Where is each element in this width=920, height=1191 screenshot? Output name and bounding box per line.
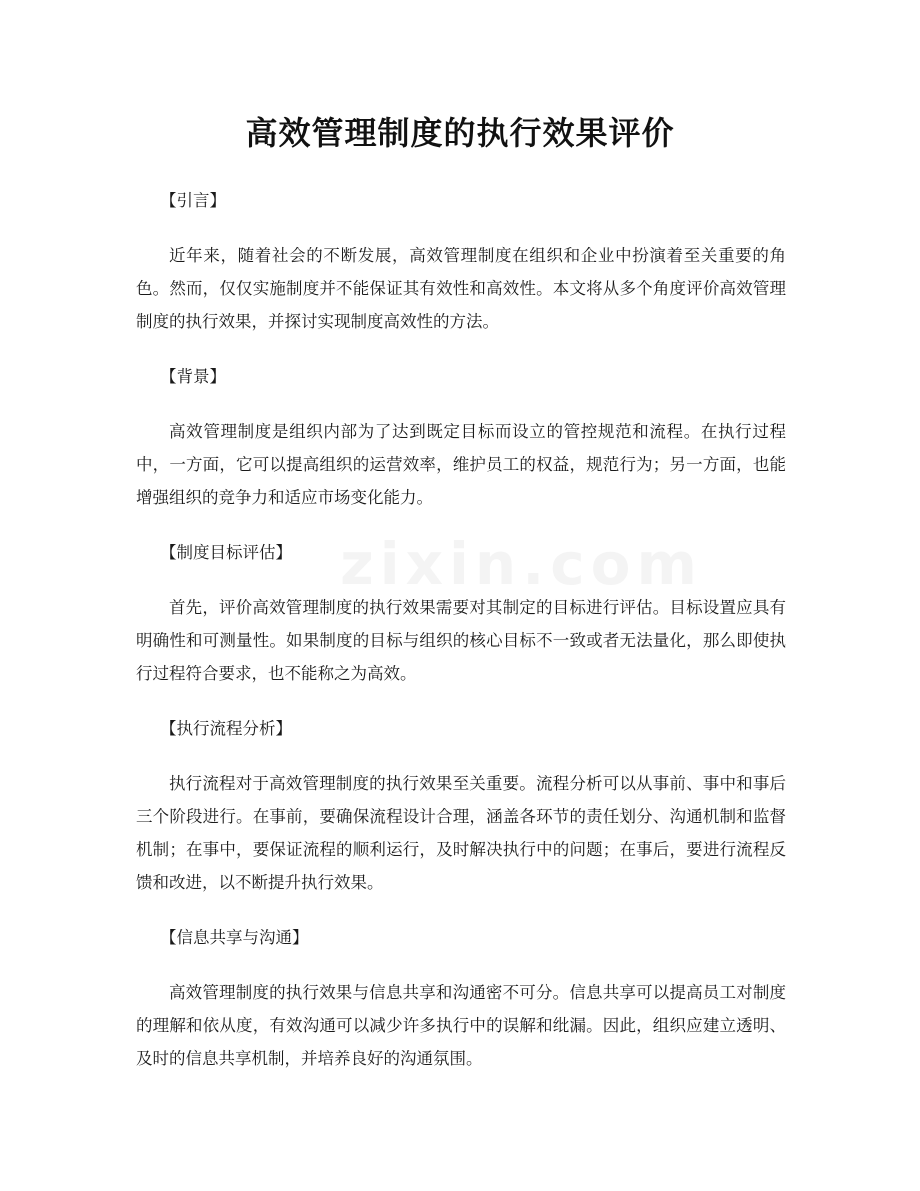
watermark: zixin.com bbox=[340, 530, 703, 598]
section-paragraph: 近年来，随着社会的不断发展，高效管理制度在组织和企业中扮演着至关重要的角色。然而，仅仅实施制度并不能保证其有效性和高效性。本文将从多个角度评价高效管理制度的执行效果，并探讨实现制度高效性的方法。 bbox=[136, 246, 786, 331]
section-information-sharing bbox=[136, 921, 786, 1075]
section-paragraph: 执行流程对于高效管理制度的执行效果至关重要。流程分析可以从事前、事中和事后三个阶段进行。在事前，要确保流程设计合理，涵盖各环节的责任划分、沟通机制和监督机制；在事中，要保证流程的顺利运行，及时解决执行中的问题；在事后，要进行流程反馈和改进，以不断提升执行效果。 bbox=[136, 774, 786, 892]
section-paragraph: 高效管理制度是组织内部为了达到既定目标而设立的管控规范和流程。在执行过程中，一方面，它可以提高组织的运营效率，维护员工的权益，规范行为；另一方面，也能增强组织的竞争力和适应市场变化能力。 bbox=[136, 422, 786, 507]
section-goal-evaluation bbox=[136, 536, 786, 690]
section-paragraph: 高效管理制度的执行效果与信息共享和沟通密不可分。信息共享可以提高员工对制度的理解和依从度，有效沟通可以减少许多执行中的误解和纰漏。因此，组织应建立透明、及时的信息共享机制，并培养良好的沟通氛围。 bbox=[136, 983, 786, 1068]
section-heading: 【制度目标评估】 bbox=[160, 543, 292, 562]
section-heading: 【背景】 bbox=[160, 367, 226, 386]
document-title: 高效管理制度的执行效果评价 bbox=[245, 114, 675, 152]
section-paragraph: 首先，评价高效管理制度的执行效果需要对其制定的目标进行评估。目标设置应具有明确性和可测量性。如果制度的目标与组织的核心目标不一致或者无法量化，那么即使执行过程符合要求，也不能称之为高效。 bbox=[136, 598, 786, 683]
section-background bbox=[136, 360, 786, 514]
section-heading: 【引言】 bbox=[160, 191, 226, 210]
section-introduction bbox=[136, 184, 786, 338]
document-body bbox=[136, 184, 786, 1075]
section-heading: 【执行流程分析】 bbox=[160, 719, 292, 738]
section-process-analysis bbox=[136, 712, 786, 899]
section-heading: 【信息共享与沟通】 bbox=[160, 928, 309, 947]
